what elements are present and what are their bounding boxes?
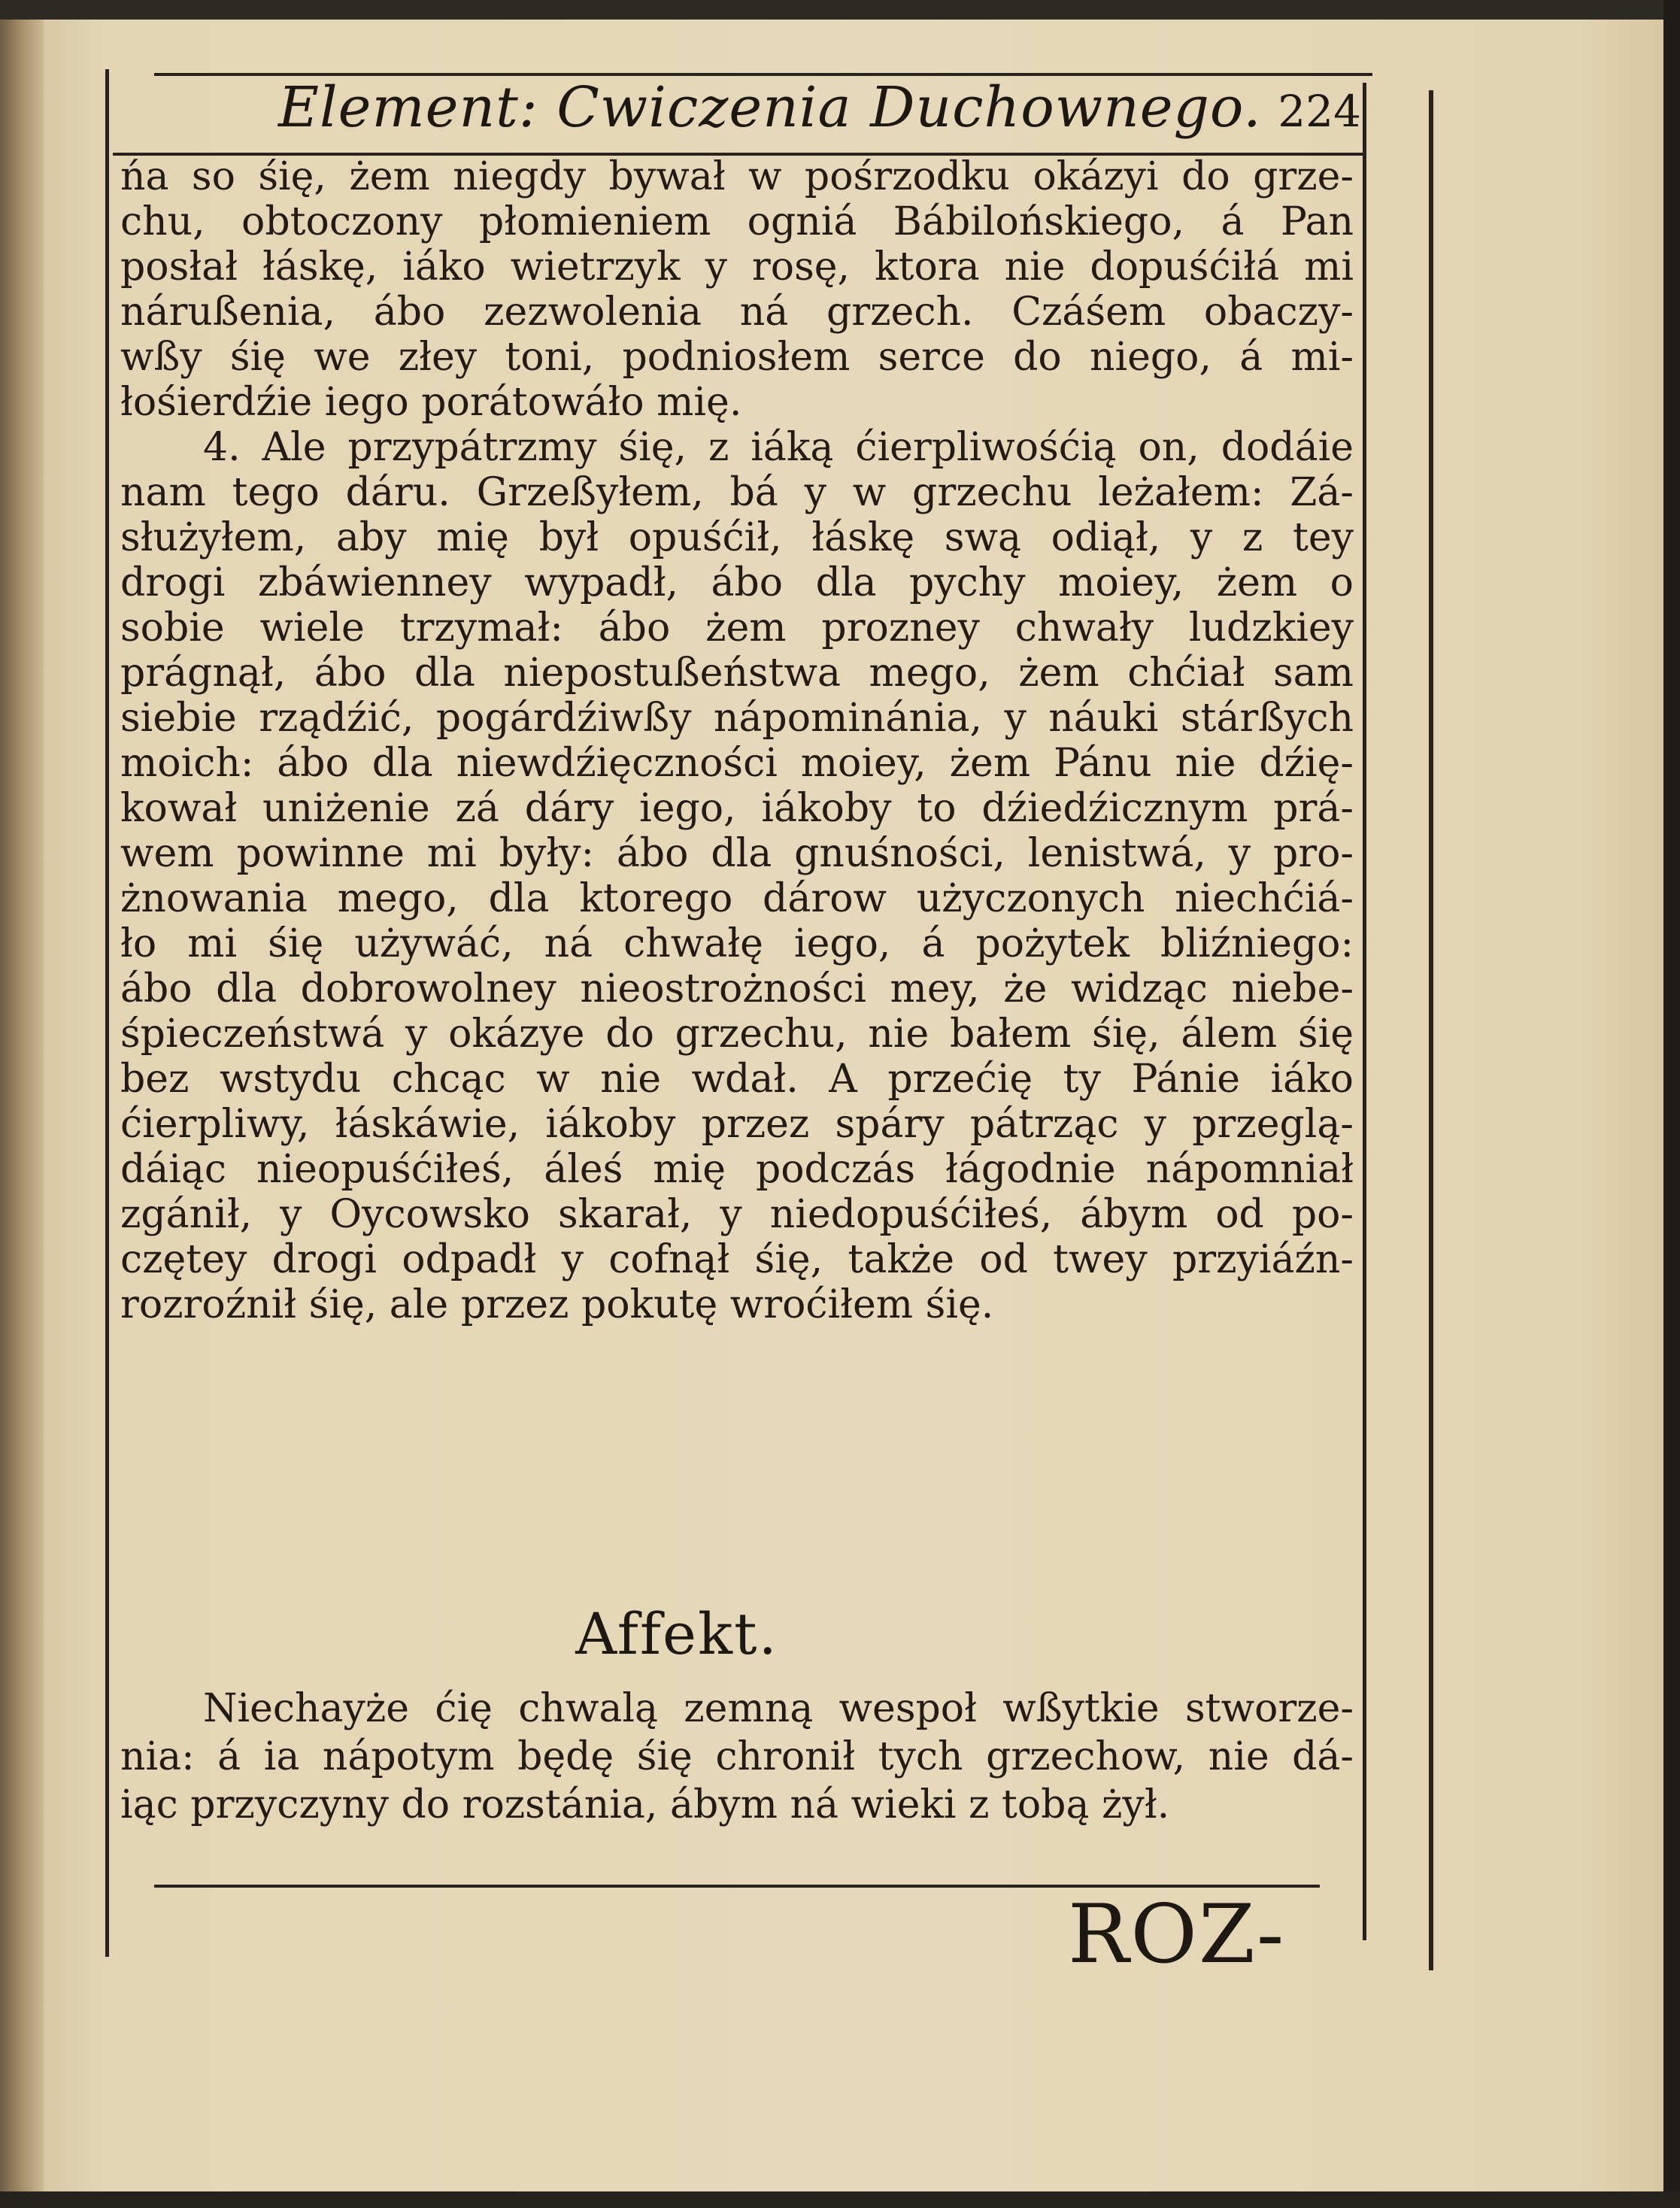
text-line: posłał łáskę, iáko wietrzyk y rosę, ktora nie dopuśćiłá mi [120,244,1354,290]
text-line: moich: ábo dla niewdźięczności moiey, żem Pánu nie dźię- [120,741,1354,786]
text-line: ábo dla dobrowolney nieostrożności mey, że widząc niebe- [120,966,1354,1011]
text-line: nárußenia, ábo zezwolenia ná grzech. Czáśem obaczy- [120,290,1354,335]
text-line: sobie wiele trzymał: ábo żem prozney chwały ludzkiey [120,605,1354,651]
text-line: siebie rządźić, pogárdźiwßy nápominánia, y náuki stárßych [120,696,1354,741]
scan-border-bottom [0,2191,1680,2208]
text-line: dáiąc nieopuśćiłeś, áleś mię podczás łágodnie nápomniał [120,1147,1354,1192]
text-line: nia: á ia nápotym będę śię chronił tych grzechow, nie dá- [120,1734,1354,1779]
text-line: prágnął, ábo dla niepostußeństwa mego, żem chćiał sam [120,651,1354,696]
text-line: wßy śię we złey toni, podniosłem serce do niego, á mi- [120,335,1354,380]
section-heading-affekt: Affekt. [575,1600,778,1667]
affekt-text [120,1685,1354,1829]
text-line: nam tego dáru. Grzeßyłem, bá y w grzechu leżałem: Zá- [120,470,1354,515]
text-line: rozroźnił śię, ale przez pokutę wroćiłem śię. [120,1282,994,1327]
scan-border-top [0,0,1680,20]
frame-rule-right [1363,83,1366,1940]
catchword: ROZ- [1068,1888,1286,1982]
text-line: 4. Ale przypátrzmy śię, z iáką ćierpliwośćią on, dodáie [203,425,1354,470]
text-line: zgánił, y Oycowsko skarał, y niedopuśćiłeś, ábym od po- [120,1192,1354,1237]
page-header [278,75,1369,150]
frame-rule-left [105,69,109,1957]
running-title: Element: Cwiczenia Duchownego. [278,75,1262,140]
text-line: bez wstydu chcąc w nie wdał. A przećię ty Pánie iáko [120,1057,1354,1102]
text-line: wem powinne mi były: ábo dla gnuśności, lenistwá, y pro- [120,831,1354,876]
text-line: łośierdźie iego porátowáło mię. [120,380,742,425]
scan-border-right [1663,0,1680,2208]
text-line: ńa so śię, żem niegdy bywał w pośrzodku okázyi do grze- [120,154,1354,199]
text-line: żnowania mego, dla ktorego dárow użyczonych niechćiá- [120,876,1354,921]
page-number: 224 [1278,86,1361,137]
text-line: ło mi śię używáć, ná chwałę iego, á pożytek bliźniego: [120,921,1354,966]
outer-margin-rule [1429,90,1433,1970]
text-line: drogi zbáwienney wypadł, ábo dla pychy moiey, żem o [120,560,1354,605]
text-line: iąc przyczyny do rozstánia, ábym ná wieki z tobą żył. [120,1782,1170,1827]
text-line: Niechayże ćię chwalą zemną wespoł wßytkie stworze- [203,1686,1354,1731]
body-text [120,154,1354,1327]
text-line: ćierpliwy, łáskáwie, iákoby przez spáry pátrząc y przeglą- [120,1102,1354,1147]
text-line: czętey drogi odpadł y cofnął śię, także od twey przyiáźn- [120,1237,1354,1282]
text-line: kował uniżenie zá dáry iego, iákoby to dźiedźicznym prá- [120,786,1354,831]
text-line: chu, obtoczony płomieniem ogniá Bábilońskiego, á Pan [120,199,1354,244]
text-line: służyłem, aby mię był opuśćił, łáskę swą odiął, y z tey [120,515,1354,560]
text-line: śpieczeństwá y okázye do grzechu, nie bałem śię, álem śię [120,1011,1354,1057]
book-spine-gutter [0,0,44,2208]
